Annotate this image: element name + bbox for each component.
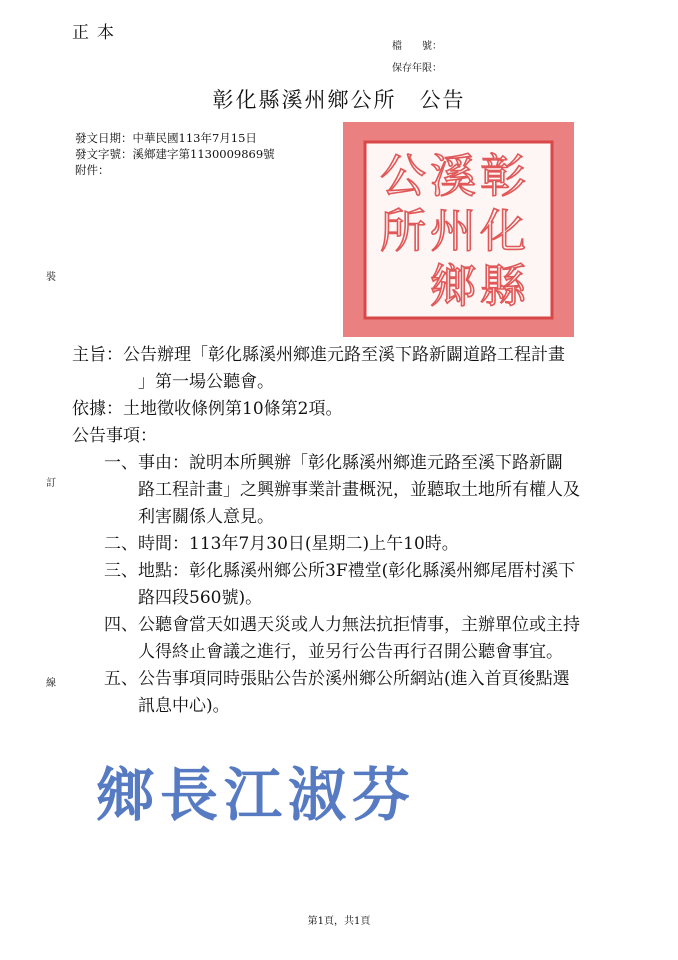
seal-character: 州: [430, 204, 476, 258]
seal-character: 溪: [430, 149, 476, 203]
item-text: 路四段560號)。: [138, 588, 263, 608]
announcement-item-line: [72, 477, 632, 504]
seal-character: 公: [380, 149, 426, 203]
item-number: 一、: [104, 453, 138, 473]
announcement-item-line: [72, 558, 632, 585]
announcement-item-line: [72, 693, 632, 720]
basis-text: 土地徵收條例第10條第2項。: [123, 399, 343, 419]
item-number: 五、: [104, 669, 138, 689]
item-number: [72, 639, 138, 666]
item-number: 二、: [104, 534, 138, 554]
item-text: 事由：說明本所興辦「彰化縣溪州鄉進元路至溪下路新闢: [138, 453, 563, 473]
announcement-items: [72, 450, 632, 720]
seal-character: 化: [480, 204, 526, 258]
subject-label: 主旨：: [72, 345, 123, 365]
item-text: 人得終止會議之進行，並另行公告再行召開公聽會事宜。: [138, 642, 563, 662]
items-label: 公告事項：: [72, 426, 157, 446]
seal-character: 鄉: [430, 259, 476, 313]
announcement-item-line: [72, 504, 632, 531]
announcement-item-line: [72, 666, 632, 693]
binding-mark-1: 裝: [46, 272, 56, 283]
basis-line: [72, 396, 632, 423]
official-seal: [343, 122, 574, 337]
issue-date: 發文日期：中華民國113年7月15日: [75, 131, 257, 145]
item-text: 公告事項同時張貼公告於溪州鄉公所網站(進入首頁後點選: [138, 669, 570, 689]
item-number: [72, 585, 138, 612]
binding-mark-2: 訂: [46, 478, 56, 489]
seal-character: 縣: [480, 259, 526, 313]
item-text: 訊息中心)。: [138, 696, 230, 716]
seal-character: 所: [380, 204, 426, 258]
seal-character: 彰: [480, 149, 526, 203]
announcement-item-line: [72, 612, 632, 639]
item-number: [72, 693, 138, 720]
signature-stamp: [96, 760, 416, 830]
copy-type-label: 正本: [72, 23, 122, 43]
item-number: [72, 477, 138, 504]
announcement-item-line: [72, 585, 632, 612]
document-meta: [75, 130, 275, 178]
document-title: 彰化縣溪州鄉公所 公告: [212, 88, 466, 112]
announcement-item-line: [72, 450, 632, 477]
document-number: 發文字號：溪鄉建字第1130009869號: [75, 147, 275, 161]
binding-mark-3: 線: [46, 678, 56, 689]
item-number: 三、: [104, 561, 138, 581]
item-text: 利害關係人意見。: [138, 507, 274, 527]
retention-label: 保存年限：: [392, 63, 442, 74]
subject-line-2: 」第一場公聽會。: [138, 372, 274, 392]
retention-row: [392, 58, 442, 80]
announcement-item-line: [72, 531, 632, 558]
basis-label: 依據：: [72, 399, 123, 419]
item-number: [72, 504, 138, 531]
signature-text: 鄉長江淑芬: [96, 761, 416, 829]
file-number-row: [392, 36, 442, 58]
file-number-label: 檔 號：: [392, 41, 442, 52]
document-body: [72, 342, 632, 720]
announcement-item-line: [72, 639, 632, 666]
item-text: 時間：113年7月30日(星期二)上午10時。: [138, 534, 459, 554]
attachment-label: 附件：: [75, 163, 110, 177]
subject-text: 公告辦理「彰化縣溪州鄉進元路至溪下路新闢道路工程計畫: [123, 345, 565, 365]
item-number: 四、: [104, 615, 138, 635]
file-meta: [392, 36, 442, 80]
page-footer: 第1頁，共1頁: [307, 916, 371, 927]
item-text: 地點：彰化縣溪州鄉公所3F禮堂(彰化縣溪州鄉尾厝村溪下: [138, 561, 576, 581]
item-text: 路工程計畫」之興辦事業計畫概況，並聽取土地所有權人及: [138, 480, 580, 500]
item-text: 公聽會當天如遇天災或人力無法抗拒情事，主辦單位或主持: [138, 615, 580, 635]
subject-line: [72, 342, 632, 369]
